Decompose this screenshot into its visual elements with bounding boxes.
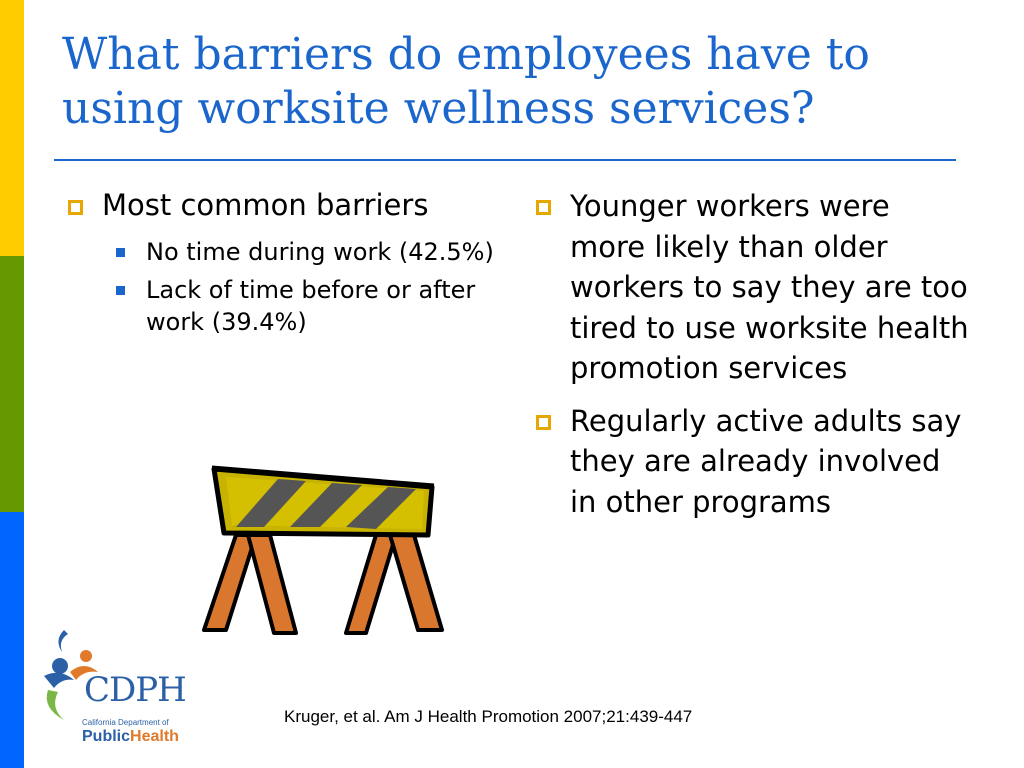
- list-item: [66, 186, 506, 224]
- list-item: [534, 186, 974, 389]
- list-item: [534, 401, 974, 523]
- right-column: [534, 186, 974, 534]
- accent-bar-green: [0, 256, 24, 512]
- bullet-text: Lack of time before or after work (39.4%): [146, 276, 476, 336]
- list-item: [66, 236, 506, 268]
- bullet-square-icon: [116, 286, 125, 295]
- left-column: [66, 186, 506, 344]
- bullet-text: No time during work (42.5%): [146, 238, 494, 266]
- list-item: [66, 274, 506, 338]
- accent-bar-blue: [0, 512, 24, 768]
- bullet-square-icon: [68, 200, 83, 215]
- citation: Kruger, et al. Am J Health Promotion 2007;21:439-447: [284, 707, 693, 726]
- bullet-text: Most common barriers: [102, 188, 429, 222]
- logo-department: California Department of: [82, 718, 169, 727]
- sub-list: [66, 236, 506, 338]
- barricade-icon: [186, 455, 476, 645]
- slide-title: What barriers do employees have to using worksite wellness services?: [62, 29, 870, 134]
- cdph-logo: [40, 628, 185, 750]
- bullet-square-icon: [536, 415, 551, 430]
- bullet-text: Regularly active adults say they are already involved in other programs: [570, 403, 962, 519]
- logo-name-part1: Public: [82, 728, 131, 745]
- bullet-square-icon: [536, 200, 551, 215]
- logo-abbr: CDPH: [84, 670, 186, 710]
- logo-name-part2: Health: [130, 728, 179, 745]
- bullet-text: Younger workers were more likely than older workers to say they are too tired to use worksite health promotion services: [570, 189, 969, 385]
- logo-name: [82, 728, 179, 746]
- accent-bar-yellow: [0, 0, 24, 256]
- title-divider: [54, 159, 956, 161]
- bullet-square-icon: [116, 248, 125, 257]
